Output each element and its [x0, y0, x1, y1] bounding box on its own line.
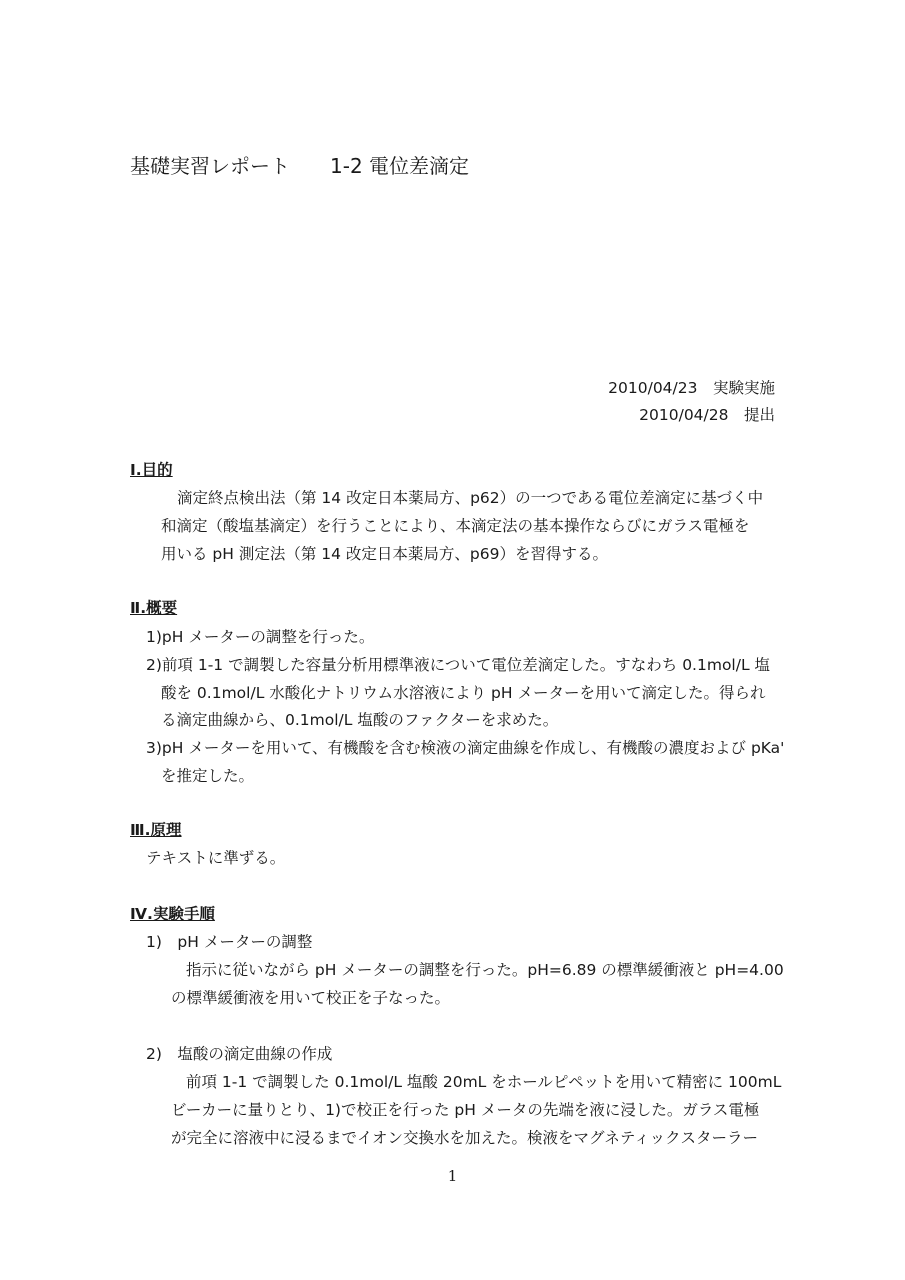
procedure-step2-line: 前項 1-1 で調製した 0.1mol/L 塩酸 20mL をホールピペットを用いて精密に 100mL	[186, 1073, 782, 1091]
section-heading-overview: Ⅱ.概要	[130, 599, 178, 617]
purpose-line: 和滴定（酸塩基滴定）を行うことにより、本滴定法の基本操作ならびにガラス電極を	[161, 517, 750, 535]
purpose-line: 滴定終点検出法（第 14 改定日本薬局方、p62）の一つである電位差滴定に基づく中	[177, 489, 764, 507]
procedure-step2-line: ビーカーに量りとり、1)で校正を行った pH メータの先端を液に浸した。ガラス電極	[171, 1101, 760, 1119]
procedure-step2-title: 2) 塩酸の滴定曲線の作成	[146, 1045, 333, 1063]
page-number: 1	[447, 1167, 458, 1185]
overview-line: を推定した。	[161, 767, 255, 785]
section-heading-purpose: Ⅰ.目的	[130, 461, 173, 479]
overview-line: 3)pH メーターを用いて、有機酸を含む検液の滴定曲線を作成し、有機酸の濃度および pKa'	[146, 739, 785, 757]
section-heading-principle: Ⅲ.原理	[130, 821, 182, 839]
purpose-line: 用いる pH 測定法（第 14 改定日本薬局方、p69）を習得する。	[161, 545, 608, 563]
procedure-step1-line: の標準緩衝液を用いて校正を子なった。	[171, 989, 451, 1007]
principle-line: テキストに準ずる。	[146, 849, 286, 867]
procedure-step2-line: が完全に溶液中に浸るまでイオン交換水を加えた。検液をマグネティックスターラー	[171, 1129, 758, 1147]
overview-line: る滴定曲線から、0.1mol/L 塩酸のファクターを求めた。	[161, 711, 559, 729]
page-title: 基礎実習レポート 1-2 電位差滴定	[130, 154, 470, 178]
procedure-step1-line: 指示に従いながら pH メーターの調整を行った。pH=6.89 の標準緩衝液と pH=4.00	[186, 961, 784, 979]
overview-line: 1)pH メーターの調整を行った。	[146, 628, 375, 646]
date-performed: 2010/04/23 実験実施	[608, 379, 775, 397]
date-submitted: 2010/04/28 提出	[639, 406, 775, 424]
overview-line: 酸を 0.1mol/L 水酸化ナトリウム水溶液により pH メーターを用いて滴定した。得られ	[161, 684, 766, 702]
overview-line: 2)前項 1-1 で調製した容量分析用標準液について電位差滴定した。すなわち 0.1mol/L 塩	[146, 656, 771, 674]
procedure-step1-title: 1) pH メーターの調整	[146, 933, 313, 951]
section-heading-procedure: Ⅳ.実験手順	[130, 905, 215, 923]
